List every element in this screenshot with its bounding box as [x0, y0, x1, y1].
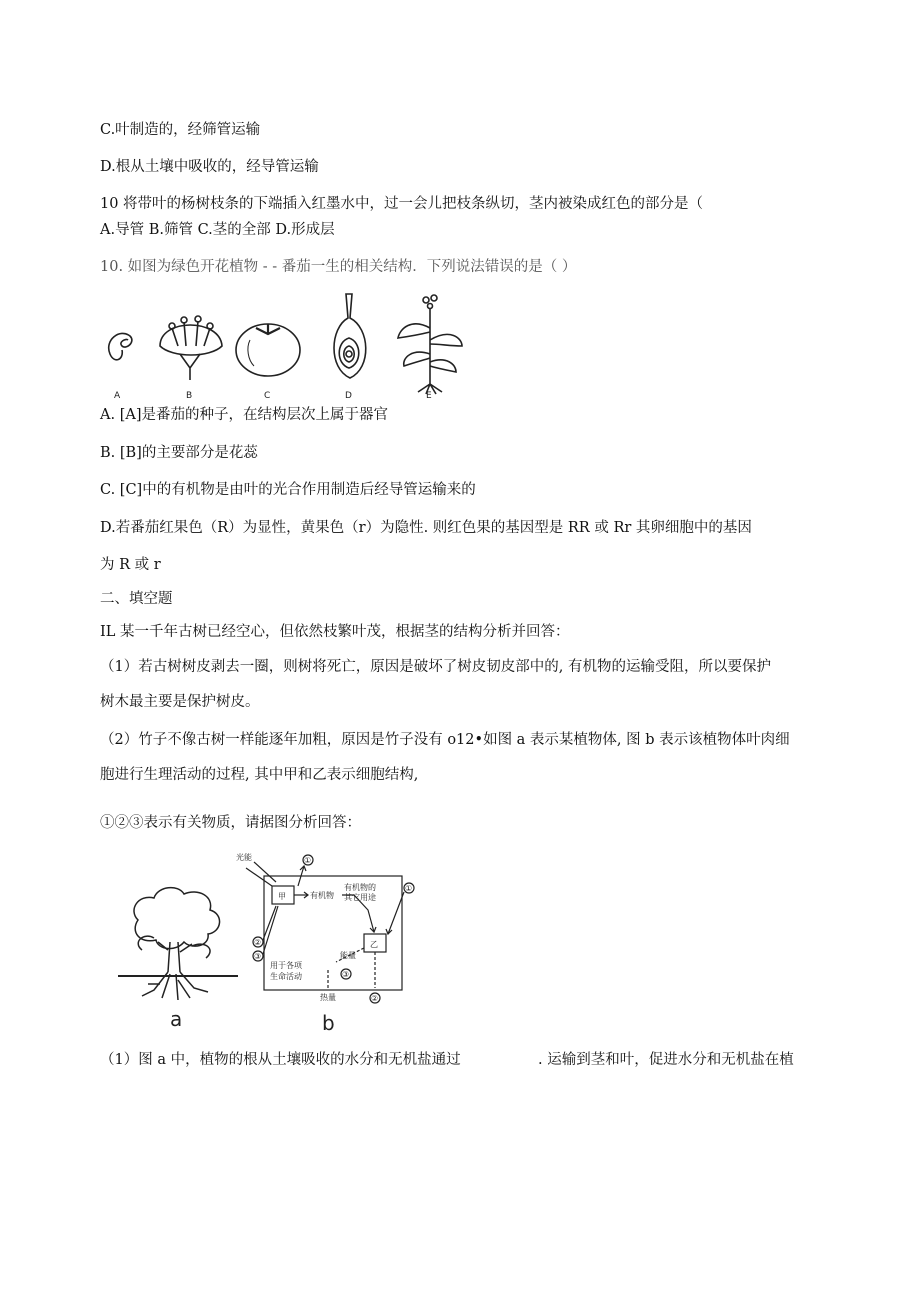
tomato-structures-figure [100, 288, 470, 400]
circle-3-mid: ③ [342, 970, 350, 979]
question-11-part2-line2: 胞进行生理活动的过程, 其中甲和乙表示细胞结构, [100, 767, 419, 783]
life-use-line2: 生命活动 [270, 972, 302, 981]
figure-b-label: b [322, 1011, 335, 1033]
fig-label-a: A [114, 391, 121, 400]
option-9d: D.根从土壤中吸收的，经导管运输 [100, 159, 319, 175]
circle-2-bottom: ② [371, 994, 379, 1003]
option-10b-c: C. [C]中的有机物是由叶的光合作用制造后经导管运输来的 [100, 482, 476, 498]
circle-1-top: ① [304, 856, 312, 865]
circle-1-right: ① [405, 884, 413, 893]
question-10a-stem: 10 将带叶的杨树枝条的下端插入红墨水中，过一会儿把枝条纵切，茎内被染成红色的部分是（ [100, 196, 704, 212]
option-9c: C.叶制造的，经筛管运输 [100, 122, 261, 138]
question-11-part1-line1: （1）若古树树皮剥去一圈，则树将死亡，原因是破坏了树皮韧皮部中的, 有机物的运输受阻，所以要保护 [100, 659, 771, 675]
energy-label: 能量 [340, 951, 356, 960]
life-use-line1: 用于各项 [270, 961, 302, 970]
cell-process-diagram [236, 848, 416, 1033]
fig-label-c: C [264, 391, 271, 400]
heat-label: 热量 [320, 993, 336, 1002]
pistil-drawing [334, 294, 366, 378]
fig-label-e: E [426, 391, 432, 400]
option-10b-a: A. [A]是番茄的种子，在结构层次上属于器官 [100, 407, 388, 423]
question-10b-stem: 10. 如图为绿色开花植物 - - 番茄一生的相关结构．下列说法错误的是（ ） [100, 259, 577, 275]
question-11-stem: IL 某一千年古树已经空心，但依然枝繁叶茂，根据茎的结构分析并回答： [100, 624, 570, 640]
jia-label: 甲 [278, 892, 286, 901]
section-heading: 二、填空题 [100, 591, 173, 607]
flower-drawing [160, 316, 222, 380]
fig-label-d: D [345, 391, 352, 400]
question-12-part1-right: . 运输到茎和叶，促进水分和无机盐在植 [538, 1052, 794, 1068]
question-10a-options: A.导管 B.筛管 C.茎的全部 D.形成层 [100, 222, 335, 238]
tomato-fruit-drawing [236, 324, 300, 376]
tomato-plant-drawing [398, 295, 462, 394]
fig-label-b: B [186, 391, 193, 400]
option-10b-b: B. [B]的主要部分是花蕊 [100, 445, 258, 461]
plant-tree-figure [118, 880, 238, 1030]
figure-a-label: a [170, 1007, 183, 1030]
option-10b-d-line2: 为 R 或 r [100, 557, 161, 573]
sunlight-label: 光能 [236, 853, 252, 862]
question-11-part1-line2: 树木最主要是保护树皮。 [100, 694, 260, 710]
organic-label: 有机物 [310, 891, 334, 900]
circle-3-left: ③ [254, 952, 262, 961]
question-12-context: ①②③表示有关物质，请据图分析回答： [100, 815, 361, 831]
question-11-part2-line1: （2）竹子不像古树一样能逐年加粗，原因是竹子没有 o12•如图 a 表示某植物体, 图 b 表示该植物体叶肉细 [100, 732, 790, 748]
question-12-part1-left: （1）图 a 中，植物的根从土壤吸收的水分和无机盐通过 [100, 1052, 461, 1068]
option-10b-d-line1: D.若番茄红果色（R）为显性，黄果色（r）为隐性. 则红色果的基因型是 RR 或 Rr 其卵细胞中的基因 [100, 520, 752, 536]
seed-drawing [109, 333, 132, 359]
organic-other-line2: 其它用途 [344, 893, 376, 902]
circle-2-left: ② [254, 938, 262, 947]
organic-other-line1: 有机物的 [344, 883, 376, 892]
yi-label: 乙 [370, 940, 378, 949]
